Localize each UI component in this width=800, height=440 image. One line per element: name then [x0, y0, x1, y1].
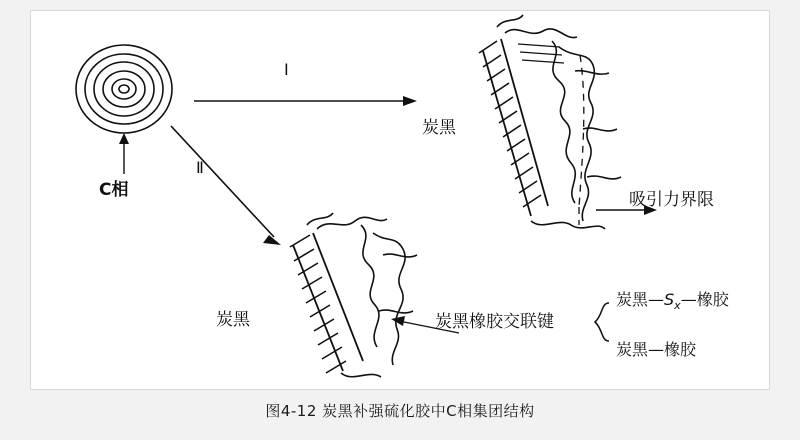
label-attraction-limit: 吸引力界限: [629, 190, 714, 210]
label-c-phase: C相: [99, 180, 129, 200]
label-arrow-one: Ⅰ: [284, 60, 289, 79]
arrow-one: [194, 96, 417, 106]
brace: [595, 303, 609, 341]
figure-caption: 图4-12 炭黑补强硫化胶中C相集团结构: [265, 402, 535, 420]
c-phase-particle: [76, 45, 172, 133]
label-crosslink-bond: 炭黑橡胶交联键: [435, 312, 554, 332]
figure-panel: [30, 10, 770, 390]
branch-one-symbol: [664, 290, 681, 313]
branch-one-sub-index: x: [674, 299, 681, 313]
label-carbon-black-bottom: 炭黑: [216, 310, 250, 330]
aggregate-bottom: [290, 213, 417, 377]
label-branch-one: [616, 291, 729, 312]
label-branch-two: 炭黑—橡胶: [616, 340, 697, 359]
branch-one-suffix: —橡胶: [680, 290, 729, 309]
branch-one-sub: S: [664, 290, 675, 309]
branch-one-prefix: 炭黑—: [616, 290, 665, 309]
label-arrow-two: Ⅱ: [196, 158, 204, 177]
aggregate-top: [479, 15, 621, 229]
arrow-two: [171, 126, 281, 245]
label-carbon-black-top: 炭黑: [422, 118, 456, 138]
